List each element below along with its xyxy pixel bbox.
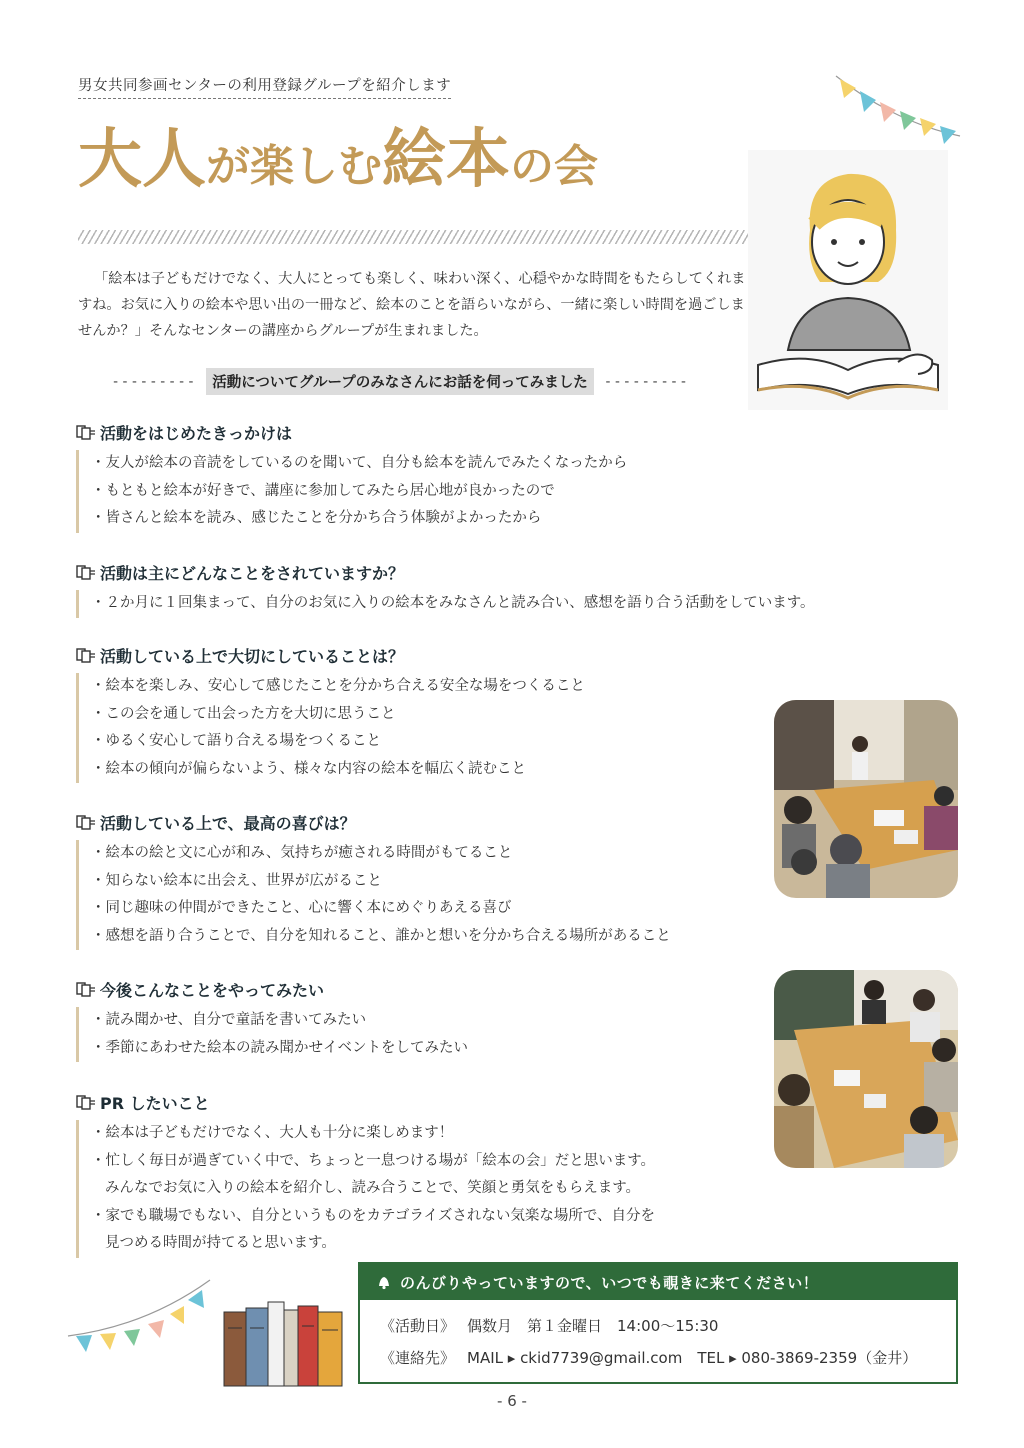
book-icon [76, 647, 96, 663]
section-list [76, 450, 956, 533]
title-part-3: 絵本 [382, 123, 510, 197]
section-title: 活動をはじめたきっかけは [100, 423, 293, 443]
section-heading [76, 420, 956, 444]
list-item-continuation: 見つめる時間が持てると思います。 [105, 1235, 336, 1251]
info-box [358, 1262, 958, 1384]
list-item: ・絵本を楽しみ、安心して感じたことを分かち合える安全な場をつくること [91, 678, 585, 694]
list-item: ・２か月に１回集まって、自分のお気に入りの絵本をみなさんと読み合い、感想を語り合う活動をしています。 [91, 595, 815, 611]
book-icon [76, 1094, 96, 1110]
info-header [360, 1264, 956, 1300]
schedule-label: 《活動日》 [380, 1317, 456, 1335]
page-title [78, 123, 598, 197]
group-photo-1 [774, 700, 958, 898]
bell-icon [376, 1274, 392, 1290]
list-item: ・同じ趣味の仲間ができたこと、心に響く本にめぐりあえる喜び [91, 900, 512, 916]
list-item: ・知らない絵本に出会え、世界が広がること [91, 872, 382, 889]
list-item: ・感想を語り合うことで、自分を知れること、誰かと想いを分かち合える場所があること [91, 927, 671, 944]
section-heading [76, 560, 956, 584]
book-icon [76, 424, 96, 440]
section-title: PR したいこと [100, 1093, 210, 1113]
bunting-top-decoration [834, 70, 964, 150]
reading-woman-illustration [748, 150, 948, 410]
schedule-value: 偶数月 第１金曜日 14:00〜15:30 [467, 1317, 719, 1335]
info-header-text: のんびりやっていますので、いつでも覗きに来てください！ [400, 1273, 819, 1292]
list-item: ・家でも職場でもない、自分というものをカテゴライズされない気楽な場所で、自分を [91, 1207, 656, 1224]
section-activities [76, 560, 956, 618]
section-motivation [76, 420, 956, 533]
intro-paragraph: 「絵本は子どもだけでなく、大人にとっても楽しく、味わい深く、心穏やかな時間をもたらしてくれますね。お気に入りの絵本や思い出の一冊など、絵本のことを語らいながら、一緒に楽しい時間を過ごしませんか？」そんなセンターの講座からグループが生まれました。 [78, 271, 746, 339]
banner-label: 活動についてグループのみなさんにお話を伺ってみました [206, 368, 594, 395]
title-part-1: 大人 [78, 123, 206, 197]
list-item: ・もともと絵本が好きで、講座に参加してみたら居心地が良かったので [91, 482, 555, 499]
page-number: - 6 - [497, 1392, 527, 1410]
list-item: ・読み聞かせ、自分で童話を書いてみたい [91, 1012, 367, 1028]
list-item: ・絵本の傾向が偏らないよう、様々な内容の絵本を幅広く読むこと [91, 760, 526, 777]
interview-banner [86, 368, 714, 395]
bunting-bottom-decoration [66, 1276, 216, 1360]
list-item: ・季節にあわせた絵本の読み聞かせイベントをしてみたい [91, 1039, 468, 1056]
title-part-2: が楽しむ [206, 141, 382, 192]
list-item: ・忙しく毎日が過ぎていく中で、ちょっと一息つける場が「絵本の会」だと思います。 [91, 1152, 656, 1169]
banner-dashes-right: --------- [603, 373, 689, 390]
list-item: ・ゆるく安心して語り合える場をつくること [91, 733, 381, 749]
schedule-row [360, 1310, 956, 1342]
list-item: ・絵本は子どもだけでなく、大人も十分に楽しめます！ [91, 1125, 454, 1141]
book-icon [76, 564, 96, 580]
section-list [76, 590, 956, 618]
section-title: 今後こんなことをやってみたい [100, 980, 325, 1000]
contact-label: 《連絡先》 [380, 1349, 456, 1367]
title-part-4: の会 [510, 141, 598, 192]
list-item-continuation: みんなでお気に入りの絵本を紹介し、読み合うことで、笑顔と勇気をもらえます。 [105, 1180, 641, 1196]
list-item: ・皆さんと絵本を読み、感じたことを分かち合う体験がよかったから [91, 510, 542, 526]
section-title: 活動は主にどんなことをされていますか？ [100, 563, 405, 583]
book-icon [76, 981, 96, 997]
book-icon [76, 814, 96, 830]
kicker-text: 男女共同参画センターの利用登録グループを紹介します [78, 74, 451, 99]
hatched-divider [78, 230, 748, 244]
group-photo-2 [774, 970, 958, 1168]
list-item: ・絵本の絵と文に心が和み、気持ちが癒される時間がもてること [91, 845, 513, 861]
section-title: 活動している上で、最高の喜びは？ [100, 813, 356, 833]
contact-row [360, 1342, 956, 1374]
contact-value: MAIL ▸ ckid7739@gmail.com TEL ▸ 080-3869-2359（金井） [467, 1349, 918, 1367]
section-title: 活動している上で大切にしていることは？ [100, 646, 405, 666]
banner-dashes-left: --------- [111, 373, 197, 390]
list-item: ・友人が絵本の音読をしているのを聞いて、自分も絵本を読んでみたくなったから [91, 455, 628, 471]
list-item: ・この会を通して出会った方を大切に思うこと [91, 705, 396, 722]
books-illustration [222, 1298, 346, 1388]
section-heading [76, 643, 956, 667]
